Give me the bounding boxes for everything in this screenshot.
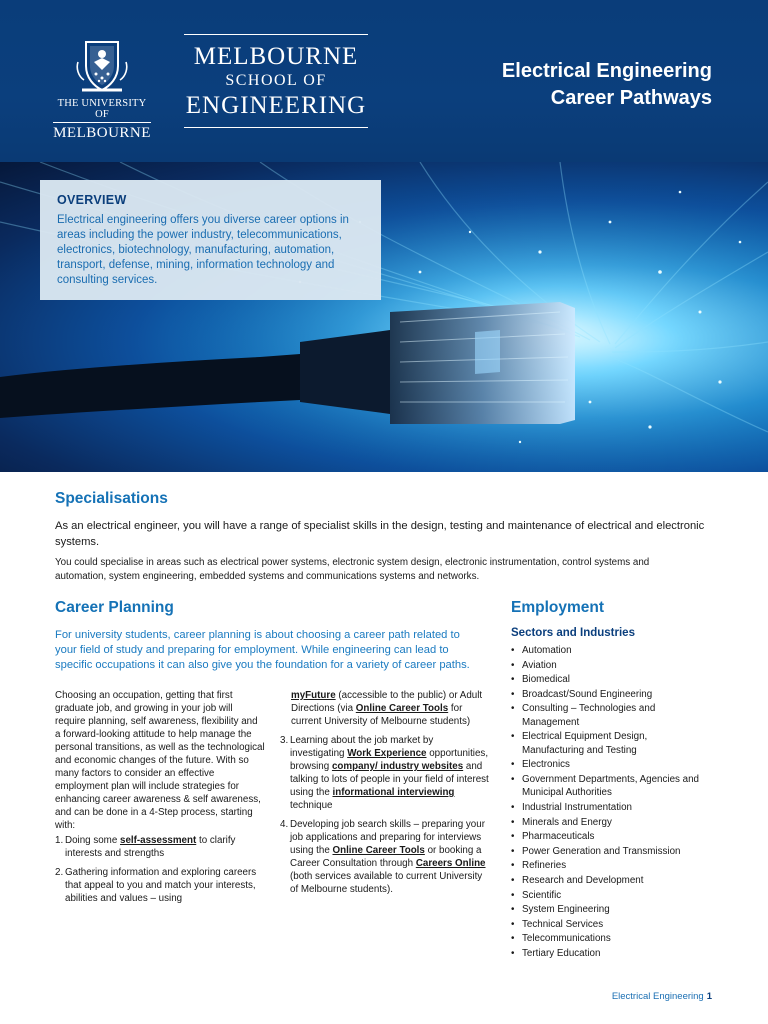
step-3: 3. Learning about the job market by investigating Work Experience opportunities, browsing company/ industry websites and talking to lots of people in your field of interest using the informational interviewing technique — [280, 735, 489, 811]
specialisations-heading: Specialisations — [55, 490, 168, 507]
title-line2: Career Pathways — [550, 87, 712, 109]
title-line1: Electrical Engineering — [501, 60, 712, 82]
document-title — [502, 58, 712, 112]
online-career-tools-link-2[interactable]: Online Career Tools — [332, 845, 425, 856]
list-item: • Aviation — [511, 659, 711, 672]
footer-label: Electrical Engineering — [611, 991, 704, 1002]
list-item: • Technical Services — [511, 918, 711, 931]
list-item: • Electronics — [511, 758, 711, 771]
self-assessment-link[interactable]: self-assessment — [120, 835, 197, 846]
university-line2: MELBOURNE — [53, 125, 151, 141]
career-planning-intro: For university students, career planning is about choosing a career path related to your field of study and preparing for employment. While engineering can lead to specific occupations it can also give you the foundation for a variety of career paths. — [55, 629, 470, 671]
list-item: • Consulting – Technologies and Management — [511, 702, 711, 729]
list-item: • Telecommunications — [511, 932, 711, 945]
career-planning-heading: Career Planning — [55, 599, 174, 616]
list-item: • Industrial Instrumentation — [511, 801, 711, 814]
step-2-continued: myFuture (accessible to the public) or Adult Directions (via Online Career Tools for current University of Melbourne students) — [291, 690, 483, 727]
online-career-tools-link[interactable]: Online Career Tools — [355, 703, 449, 714]
list-item: • Scientific — [511, 889, 711, 902]
university-line1: THE UNIVERSITY OF — [57, 98, 147, 120]
overview-heading: OVERVIEW — [57, 193, 127, 207]
company-industry-websites-link[interactable]: company/ industry websites — [331, 761, 464, 772]
list-item: • Broadcast/Sound Engineering — [511, 688, 711, 701]
university-logo — [50, 36, 154, 141]
myfuture-link[interactable]: myFuture — [291, 690, 336, 701]
sectors-industries-subheading: Sectors and Industries — [511, 627, 635, 639]
career-planning-column-2 — [280, 689, 490, 902]
step-1: 1. Doing some self-assessment to clarify interests and strengths — [55, 835, 236, 859]
list-item: • Tertiary Education — [511, 947, 711, 960]
list-item: • Refineries — [511, 859, 711, 872]
page-footer — [612, 991, 712, 1002]
list-item: • Research and Development — [511, 874, 711, 887]
list-item: • Pharmaceuticals — [511, 830, 711, 843]
employment-sectors-list — [511, 644, 711, 962]
school-line3: ENGINEERING — [185, 92, 367, 119]
list-item: • Government Departments, Agencies and Municipal Authorities — [511, 773, 711, 800]
list-item: • Biomedical — [511, 673, 711, 686]
header-banner — [0, 0, 768, 162]
university-crest-icon — [72, 36, 132, 96]
list-item: • Automation — [511, 644, 711, 657]
page-number: 1 — [706, 991, 712, 1002]
careers-online-link[interactable]: Careers Online — [415, 858, 486, 869]
specialisations-para1: As an electrical engineer, you will have a range of specialist skills in the design, testing and maintenance of electrical and electronic systems. — [55, 520, 705, 548]
school-logo — [184, 34, 368, 128]
career-planning-para: Choosing an occupation, getting that first graduate job, and growing in your job will require planning, self awareness, flexibility and a forward-looking attitude to help manage the personal transitions, as well as the technological and economic changes of the future. With so many factors to consider an effective employment plan will include strategies for enhancing career awareness & self awareness, and can be done in a 4-Step process, starting with: — [55, 690, 265, 831]
career-planning-column-1 — [55, 689, 265, 911]
informational-interviewing-link[interactable]: informational interviewing — [332, 787, 455, 798]
list-item: • Minerals and Energy — [511, 816, 711, 829]
specialisations-para2: You could specialise in areas such as electrical power systems, electronic system design, electronic instrumentation, control systems and automation, system engineering, embedded systems and communications systems and networks. — [55, 557, 650, 582]
list-item: • System Engineering — [511, 903, 711, 916]
work-experience-link[interactable]: Work Experience — [347, 748, 427, 759]
overview-box — [40, 180, 381, 300]
list-item: • Power Generation and Transmission — [511, 845, 711, 858]
school-line1: MELBOURNE — [193, 43, 359, 70]
overview-text: Electrical engineering offers you diverse career options in areas including the power industry, telecommunications, electronics, biotechnology, manufacturing, automation, transport, defense, mining, information technology and consulting services. — [57, 214, 349, 286]
school-line2: SCHOOL OF — [225, 72, 327, 89]
step-4: 4. Developing job search skills – preparing your job applications and preparing for interviews using the Online Career Tools or booking a Career Consultation through Careers Online (both services available to current University of Melbourne students). — [280, 819, 486, 895]
employment-heading: Employment — [511, 599, 605, 616]
list-item: • Electrical Equipment Design, Manufacturing and Testing — [511, 730, 711, 757]
step-2: 2. Gathering information and exploring careers that appeal to you and match your interests, abilities and values – using — [55, 867, 257, 904]
